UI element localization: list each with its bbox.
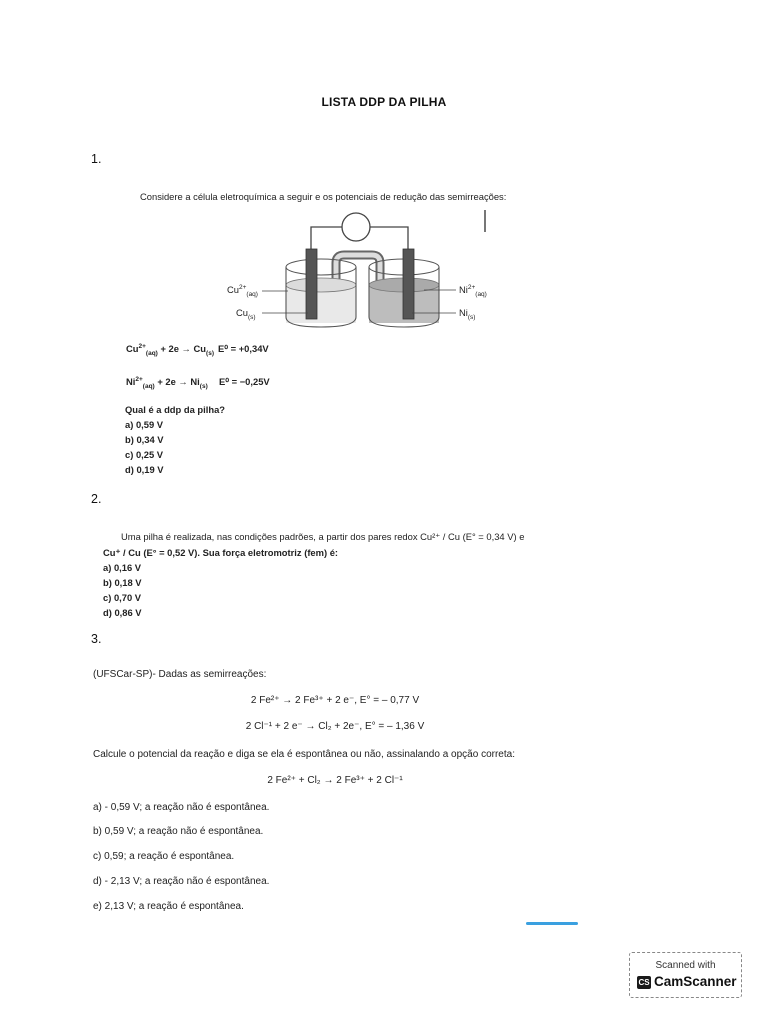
question-2-line-2: Cu⁺ / Cu (E° = 0,52 V). Sua força eletromotriz (fem) é: (103, 547, 339, 558)
ni-ion-label: $Ni^{2+}_{(aq)}$ (459, 283, 487, 298)
q3-option-e: e) 2,13 V; a reação é espontânea. (93, 901, 244, 912)
camscanner-logo-icon: CS (638, 978, 650, 987)
q2-option-c: c) 0,70 V (103, 592, 142, 603)
q2-option-a: a) 0,16 V (103, 562, 142, 573)
q3-option-c: c) 0,59; a reação é espontânea. (93, 851, 235, 862)
question-3-source: (UFSCar-SP)- Dadas as semirreações: (93, 669, 267, 680)
cu-electrode (306, 249, 317, 319)
ni-electrode (403, 249, 414, 319)
q1-option-d: d) 0,19 V (125, 464, 164, 475)
watermark-caption: Scanned with (655, 960, 716, 971)
ni-half-reaction: $Ni^{2+}_{(aq)} + 2e \to Ni_{(s)}$ (126, 375, 208, 390)
q3-option-a: a) - 0,59 V; a reação não é espontânea. (93, 802, 270, 813)
question-2-number: 2. (91, 492, 102, 506)
question-1-intro: Considere a célula eletroquímica a seguir e os potenciais de redução das semirreações: (140, 191, 507, 202)
cu-ion-label: $Cu^{2+}_{(aq)}$ (227, 283, 258, 298)
question-1-prompt: Qual é a ddp da pilha? (125, 404, 226, 415)
q3-option-b: b) 0,59 V; a reação não é espontânea. (93, 826, 264, 837)
question-2-line-1: Uma pilha é realizada, nas condições padrões, a partir dos pares redox Cu²⁺ / Cu (E° = 0,34 V) e (121, 531, 525, 542)
camscanner-watermark (629, 952, 742, 998)
cu-solid-label: $Cu_{(s)}$ (236, 307, 256, 321)
q3-option-d: d) - 2,13 V; a reação não é espontânea. (93, 876, 270, 887)
q1-option-c: c) 0,25 V (125, 449, 164, 460)
cu-potential: E⁰ = +0,34V (218, 343, 269, 354)
q1-option-b: b) 0,34 V (125, 434, 164, 445)
electrochemical-cell-diagram (222, 205, 492, 335)
voltmeter-icon (342, 213, 370, 241)
q2-option-d: d) 0,86 V (103, 607, 142, 618)
overall-reaction: 2 Fe²⁺ + Cl₂ → 2 Fe³⁺ + 2 Cl⁻¹ (267, 775, 403, 786)
watermark-brand: CamScanner (654, 974, 737, 989)
question-1-number: 1. (91, 152, 102, 166)
question-3-number: 3. (91, 632, 102, 646)
page-title: LISTA DDP DA PILHA (321, 95, 447, 109)
q1-option-a: a) 0,59 V (125, 419, 164, 430)
half-reaction-cl: 2 Cl⁻¹ + 2 e⁻ → Cl₂ + 2e⁻, E° = – 1,36 V (245, 721, 425, 732)
accent-line (526, 922, 578, 925)
question-3-instruction: Calcule o potencial da reação e diga se ela é espontânea ou não, assinalando a opção correta: (93, 749, 515, 760)
ni-solid-label: $Ni_{(s)}$ (459, 307, 476, 321)
half-reaction-fe: 2 Fe²⁺ → 2 Fe³⁺ + 2 e⁻, E° = – 0,77 V (250, 695, 420, 706)
cu-half-reaction: $Cu^{2+}_{(aq)} + 2e \to Cu_{(s)}$ (126, 342, 214, 357)
ni-potential: E⁰ = −0,25V (219, 376, 270, 387)
q2-option-b: b) 0,18 V (103, 577, 142, 588)
